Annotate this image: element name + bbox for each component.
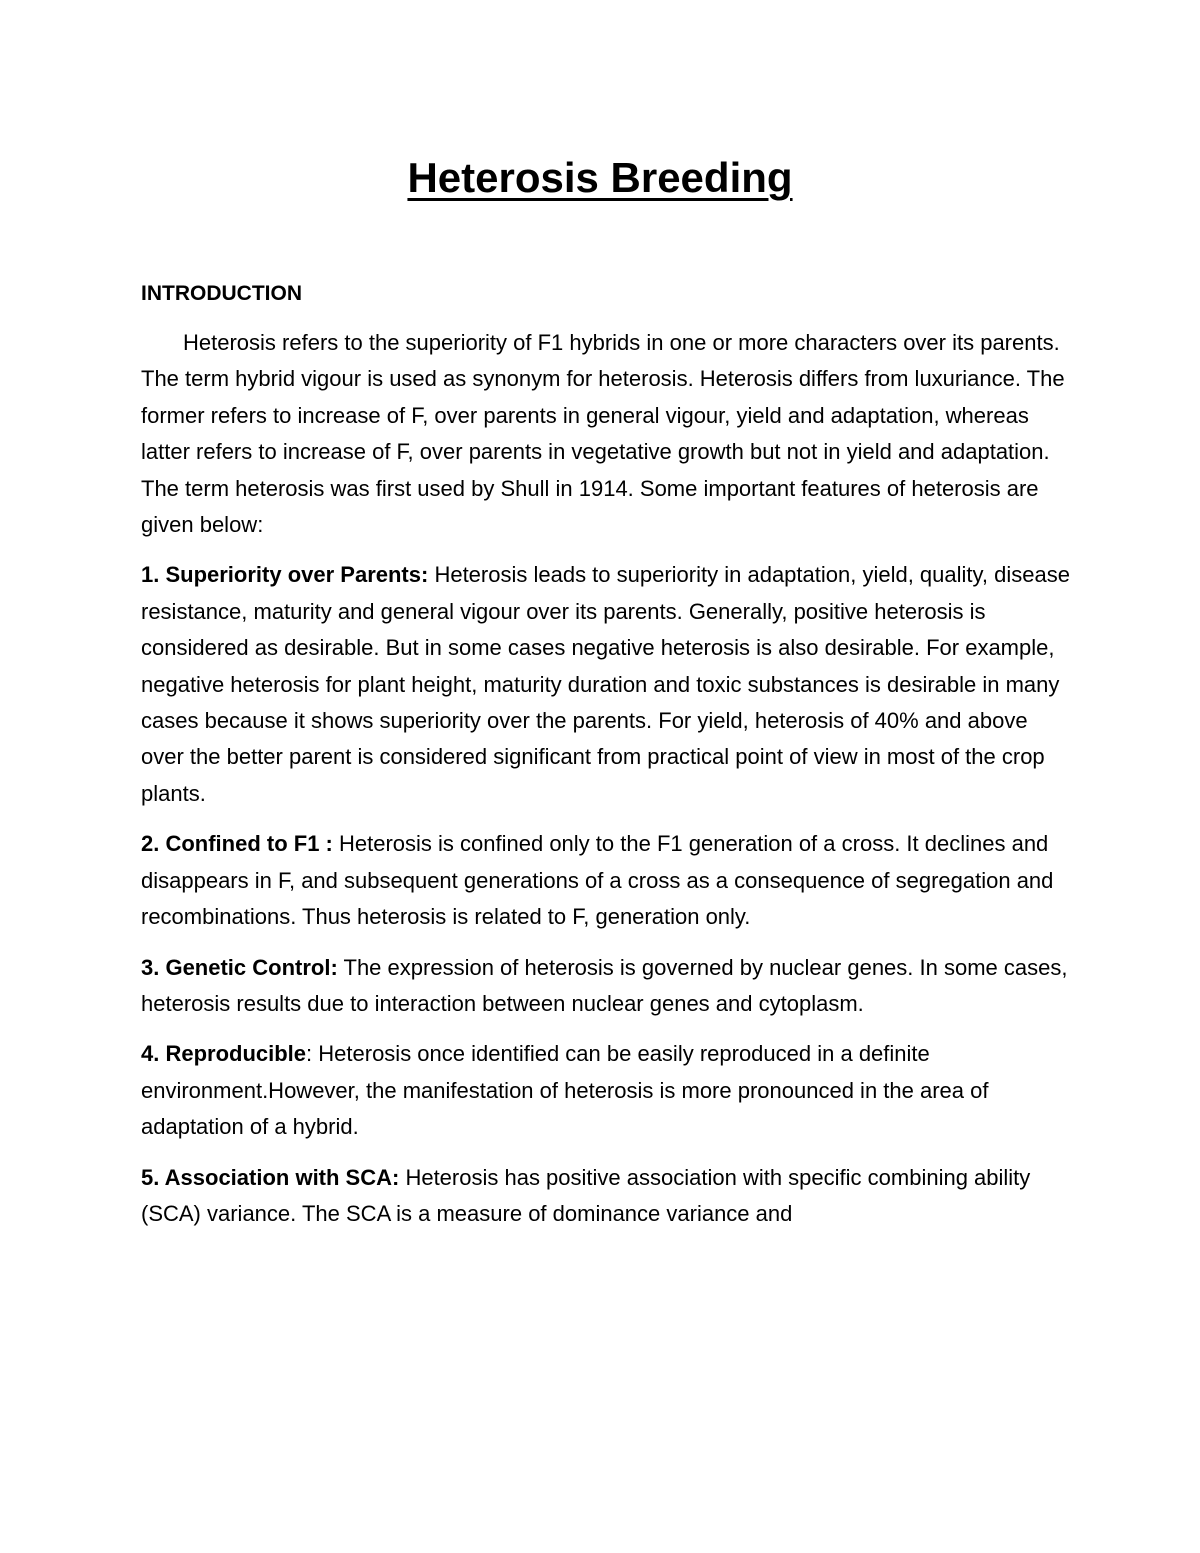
page-title-text: Heterosis Breeding [407, 154, 793, 201]
feature-label: 3. Genetic Control: [141, 954, 338, 980]
feature-label: 5. Association with SCA: [141, 1164, 400, 1190]
document-body [141, 279, 1071, 1246]
intro-paragraph: Heterosis refers to the superiority of F1 hybrids in one or more characters over its parents. The term hybrid vigour is used as synonym for heterosis. Heterosis differs from luxuriance. The former refers to increase of F, over parents in general vigour, yield and adaptation, whereas latter refers to increase of F, over parents in vegetative growth but not in yield and adaptation. The term heterosis was first used by Shull in 1914. Some important features of heterosis are given below: [141, 330, 1065, 538]
feature-text: The expression of heterosis is governed by nuclear genes. In some cases, heterosis results due to interaction between nuclear genes and cytoplasm. [141, 954, 1068, 1016]
feature-text: Heterosis is confined only to the F1 generation of a cross. It declines and disappears in F, and subsequent generations of a cross as a consequence of segregation and recombinations. Thus heterosis is related to F, generation only. [141, 831, 1054, 930]
feature-label: 4. Reproducible [141, 1041, 307, 1067]
page-title [0, 152, 1200, 204]
section-heading: INTRODUCTION [141, 282, 302, 305]
feature-paragraph-1 [141, 557, 1071, 812]
feature-text: Heterosis leads to superiority in adaptation, yield, quality, disease resistance, maturity and general vigour over its parents. Generally, positive heterosis is considered as desirable. But in some cases negative heterosis is also desirable. For example, negative heterosis for plant height, maturity duration and toxic substances is desirable in many cases because it shows superiority over the parents. For yield, heterosis of 40% and above over the better parent is considered significant from practical point of view in most of the crop plants. [141, 562, 1070, 806]
feature-label: 1. Superiority over Parents: [141, 562, 429, 588]
feature-paragraph-3 [141, 950, 1071, 1023]
feature-label: 2. Confined to F1 : [141, 831, 333, 857]
feature-paragraph-2 [141, 826, 1071, 935]
feature-text: Heterosis has positive association with specific combining ability (SCA) variance. The SCA is a measure of dominance variance and [141, 1164, 1031, 1226]
feature-text: : Heterosis once identified can be easily reproduced in a definite environment.However, the manifestation of heterosis is more pronounced in the area of adaptation of a hybrid. [141, 1041, 989, 1140]
feature-paragraph-5 [141, 1160, 1071, 1233]
feature-paragraph-4 [141, 1036, 1071, 1145]
